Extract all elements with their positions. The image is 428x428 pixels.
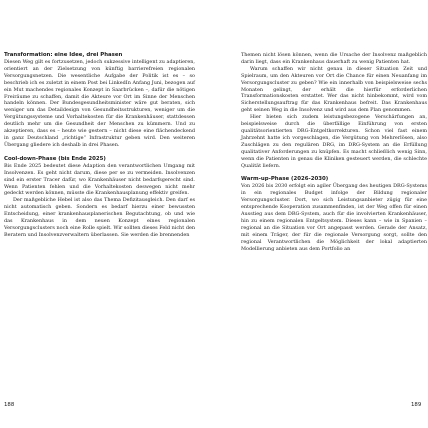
body-paragraph: Themen nicht lösen können, wenn die Ursache der Insolvenz maßgeblich darin liegt, dass ein Krankenhaus dauerhaft zu wenig Patienten hat. [241,52,427,65]
section-heading-transformation: Transformation: eine Idee, drei Phasen [4,52,123,58]
section-heading-cool-down: Cool-down-Phase (bis Ende 2025) [4,155,106,162]
left-page [4,52,195,239]
body-paragraph: Warum schaffen wir nicht genau in dieser Situation Zeit und Spielraum, um den Akteuren vor Ort die Chance für einen Neuanfang im Versorgungscluster zu geben? Wie ein innerhalb von beispielsweise sechs Monaten gelingt, der erhält die hierfür erforderlichen Transformationskosten erstattet. Wer das nicht hinbekommt, wird vom Sicherstellungsauftrag für das Krankenhaus befreit. Das Krankenhaus geht seinen Weg in die Insolvenz und wird aus dem Plan genommen. [241,65,427,114]
right-page [241,52,427,252]
body-paragraph: Der maßgebliche Hebel ist also das Thema Defizitausgleich. Den darf es nicht automatisch geben. Sondern es bedarf hierzu einer bewussten Entscheidung, einer krankenhausplanerischen Begutachtung, ob und wie das Krankenhaus in dem neuen Konzept eines regionalen Versorgungsclusters noch eine Rolle spielt. Wir sollten dieses Feld nicht den Beratern und Insolvenzverwaltern überlassen. Sie werden die brennenden [4,197,195,238]
body-paragraph: Hier bieten sich zudem leistungsbezogene Verschärfungen an, beispielsweise durch die überfällige Einführung von ersten qualitätsorientierten DRG-Entgeltkorrekturen. Schon viel fast einem Jahrzehnt hatte ich vorgeschlagen, die Vergütung von Mehrerlösen, also Zuschlägen zu den regulären DRG, im DRG-System an die Erfüllung qualitativer Anforderungen zu knüpfen. Es macht schließlich wenig Sinn, wenn die Patienten in genau die Kliniken gesteuert werden, die schlechte Qualität liefern. [241,114,427,169]
body-paragraph: Bis Ende 2025 bedeutet diese Adaption den verantwortlichen Umgang mit Insolvenzen. Es geht nicht darum, diese per se zu vermeiden. Insolvenzen sind ein erster Tracer dafür, wo Krankenhäuser nicht bedarfsgerecht sind. Wenn Patienten fehlen und die Vorhaltekosten deswegen nicht mehr gedeckt werden können, müsste die Krankenhausplanung effektiv greifen. [4,162,195,197]
body-paragraph: Diesen Weg gilt es fortzusetzen, jedoch sukzessive intelligent zu adaptieren, orientiert an der Zielsetzung von künftig barrierefreien regionalen Versorgungsnetzen. Die wesentliche Aufgabe der Politik ist es – so beschrieb ich es zuletzt in einem Post bei LinkedIn Anfang Juni, bezogen auf ein Mut machendes regionales Konzept in Saarbrücken –, dafür die nötigen Freiräume zu schaffen, damit die Akteure vor Ort im Sinne der Menschen handeln können. Der Bundesgesundheitsminister wäre gut beraten, sich weniger um das Detaildesign von Gesundheitsstrukturen, weniger um die Vergütungssysteme und Vorhaltekosten für die Krankenhäuser, stattdessen deutlich mehr um die Gesundheit der Menschen zu kümmern. Und zu akzeptieren, dass es – heute wie gestern – nicht diese eine flächendeckend in ganz Deutschland „richtige“ Infrastruktur geben wird. Den weiteren Übergang gliedere ich deshalb in drei Phasen. [4,59,195,148]
body-paragraph: Von 2026 bis 2030 erfolgt ein agiler Übergang des heutigen DRG-Systems in ein regionales Budget infolge der Bildung regionaler Versorgungscluster. Dort, wo sich Leistungsanbieter zügig für eine entsprechende Kooperation zusammenfinden, ist der Weg offen für einen Ausstieg aus dem DRG-System, auch für die involvierten Krankenhäuser, hin zu einem regionalen Entgeltsystem. Dieses kann – wie in Spanien – regional an die Situation vor Ort angepasst werden. Gerade der Ansatz, mit einem Träger, der für die regionale Versorgung sorgt, sollte den regional Verantwortlichen die Möglichkeit der lokal adaptierten Modellierung anbieten aus dem Portfolio an [241,183,427,252]
page-number-right: 189 [411,402,422,408]
section-heading-warm-up: Warm-up-Phase (2026-2030) [241,176,329,183]
page-number-left: 188 [4,402,15,408]
